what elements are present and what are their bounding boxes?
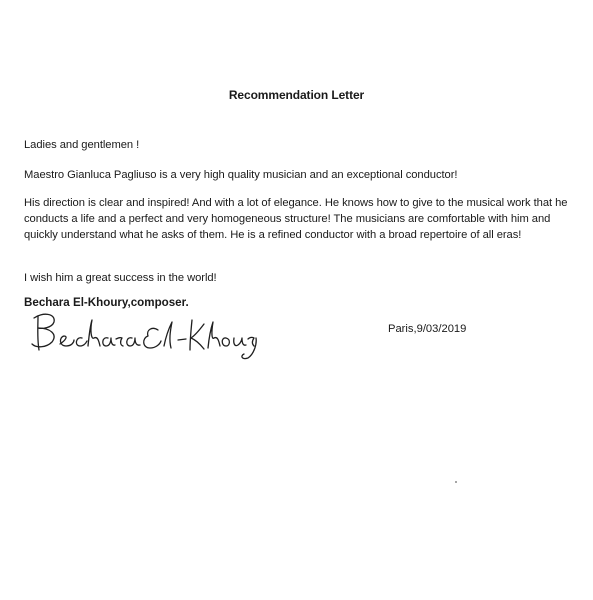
- handwritten-signature: [28, 308, 258, 360]
- intro-paragraph: Maestro Gianluca Pagliuso is a very high quality musician and an exceptional conductor!: [24, 169, 458, 181]
- place-date: Paris,9/03/2019: [388, 323, 467, 335]
- letter-title: Recommendation Letter: [228, 88, 365, 102]
- wish-paragraph: I wish him a great success in the world!: [24, 272, 217, 284]
- scan-speck: [455, 481, 457, 483]
- greeting-text: Ladies and gentlemen !: [24, 139, 140, 151]
- direction-paragraph: His direction is clear and inspired! And with a lot of elegance. He knows how to give to the musical work that he conducts a life and a perfect and very homogeneous structure! The musicians are comfortable with him and quickly understand what he asks of them. He is a refined conductor with a broad repertoire of all eras!: [24, 197, 568, 242]
- signatory-name: Bechara El-Khoury,composer.: [24, 296, 189, 309]
